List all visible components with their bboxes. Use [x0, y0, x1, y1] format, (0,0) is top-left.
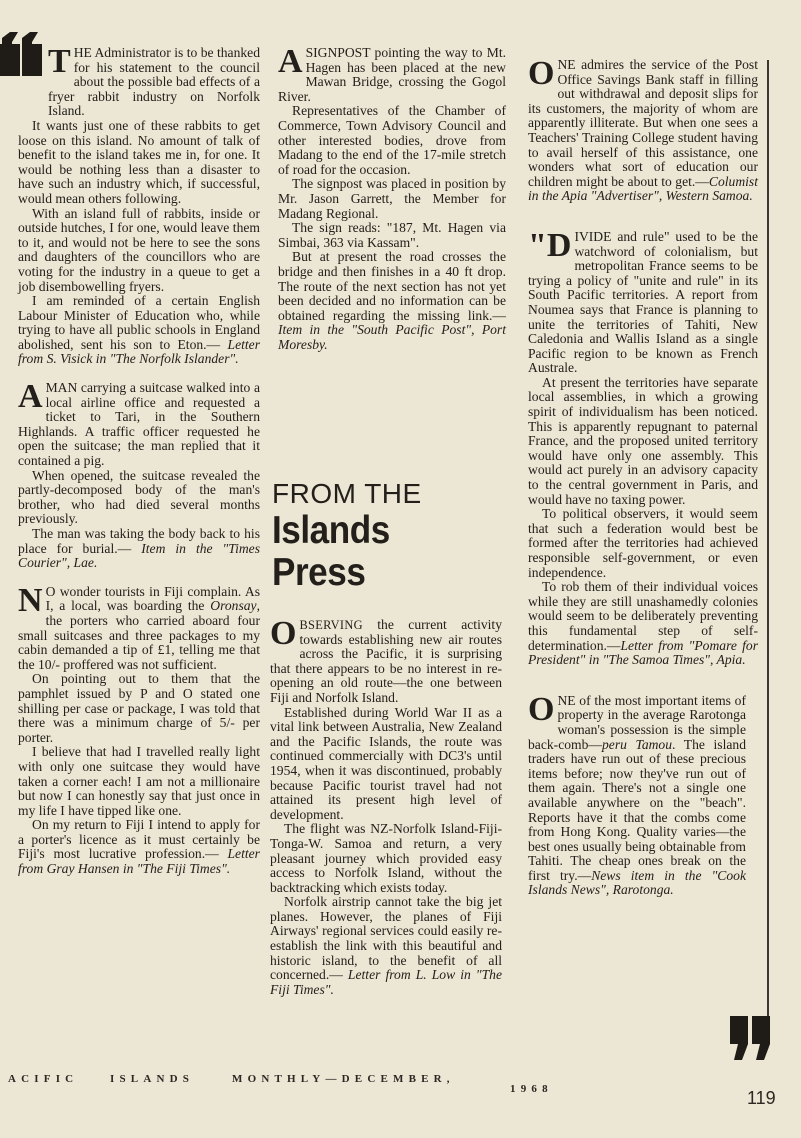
source-citation: Letter from "Pomare for President" in "The Samoa Times", Apia.	[528, 637, 758, 668]
story-lead: O wonder tourists in Fiji complain. As I, a local, was boarding the	[45, 583, 260, 614]
footer-title-part2: ISLANDS	[110, 1073, 195, 1085]
comb-term: peru Tamou	[601, 736, 673, 752]
drop-cap: "D	[528, 226, 572, 264]
section-headline	[272, 478, 512, 594]
source-citation: Item in the "Times Courier", Lae.	[18, 540, 260, 571]
story-text: Norfolk airstrip cannot take the big jet planes. However, the planes of Fiji Airways' regional services could easily re-establish the link with this beautiful and historic island, to the benefit of all concerned.—	[270, 894, 502, 983]
lead-caps: BSERVING	[299, 618, 363, 632]
story-text: But at present the road crosses the bridge and then finishes in a 40 ft drop. The route of the next section has not yet been decided and no information can be obtained regarding the missing link.—	[278, 249, 506, 323]
column-2-lower	[270, 615, 502, 1011]
drop-cap: T	[48, 43, 71, 80]
story-paragraph	[18, 294, 260, 367]
story-rarotonga-comb	[528, 690, 746, 898]
story-paragraph	[18, 818, 260, 876]
footer-year: 1968	[510, 1083, 553, 1095]
story-french-australe	[528, 226, 758, 668]
story-paragraph	[528, 226, 758, 376]
footer-title-part1: ACIFIC	[8, 1073, 79, 1085]
story-paragraph: The signpost was placed in position by Mr. Jason Garrett, the Member for Madang Regional.	[278, 176, 506, 221]
drop-cap: A	[278, 43, 303, 80]
drop-cap: A	[18, 378, 43, 416]
ship-name: Oronsay	[210, 598, 257, 614]
headline-line-1: FROM THE	[272, 478, 422, 509]
story-text: I am reminded of a certain English Labour Minister of Education who, while trying to have all public schools in England abolished, sent his son to Eton.—	[18, 293, 260, 352]
story-suitcase-pig	[18, 378, 260, 571]
story-paragraph	[18, 43, 260, 119]
story-paragraph: To political observers, it would seem that such a federation would best be formed after the territories had achieved responsible self-government, or even independence.	[528, 506, 758, 580]
column-2	[278, 43, 506, 366]
story-rabbits	[18, 43, 260, 367]
story-lead: NE of the most important items of property in the average Rarotonga woman's possession is the simple back-comb—	[528, 692, 746, 752]
story-lead: HE Administrator is to be thanked for his statement to the council about the possible bad effects of a fryer rabbit industry on Norfolk Island.	[48, 45, 260, 119]
story-paragraph: At present the territories have separate local assemblies, in which a growing spirit of individualism has been noticed. This is apparently repugnant to paternal France, and the proposed united territory would have only one assembly. This would act purely in an advisory capacity to the central government in Paris, and would have no taxing power.	[528, 374, 758, 507]
story-text: The man was taking the body back to his place for burial.—	[18, 526, 260, 556]
footer-title-part3: MONTHLY—DECEMBER,	[232, 1073, 455, 1085]
column-rule	[767, 60, 769, 1020]
source-citation: Columist in the Apia "Advertiser", Western Samoa.	[528, 173, 758, 204]
story-text: , the porters who carried aboard four small suitcases and three packages to my cabin demanded a tip of £1, telling me that the 10/- proffered was not sufficient.	[18, 598, 260, 672]
column-1	[18, 43, 260, 891]
story-paragraph: The flight was NZ-Norfolk Island-Fiji-Tonga-W. Samoa and return, a very pleasant journey which provided easy access to Norfolk Island, without the backtracking which exists today.	[270, 821, 502, 895]
page-footer	[0, 1073, 801, 1097]
story-paragraph	[18, 378, 260, 469]
headline-line-2: Islands Press	[272, 509, 390, 594]
story-paragraph: On pointing out to them that the pamphlet issued by P and O stated one shilling per case or package, I was told that there was a minimum charge of 5/- per porter.	[18, 671, 260, 745]
source-citation: Item in the "South Pacific Post", Port Moresby.	[278, 322, 506, 352]
drop-cap: O	[528, 690, 555, 728]
story-paragraph	[528, 690, 746, 898]
drop-cap: O	[270, 615, 297, 652]
story-paragraph: It wants just one of these rabbits to get loose on this island. No amount of talk of benefit to the island takes me in, for one. It would be nothing less than a disaster to have such an industry which, if successful, would mean others following.	[18, 117, 260, 206]
story-paragraph: Representatives of the Chamber of Commerce, Town Advisory Council and other interested bodies, drove from Madang to the end of the 17-mile stretch of road for the occasion.	[278, 103, 506, 177]
page-number: 119	[747, 1088, 776, 1108]
story-lead: the current activity towards establishing new air routes across the Pacific, it is surprising that there appears to be no interest in re-opening an old route—the one between Fiji and Norfolk Island.	[270, 617, 502, 705]
story-fiji-norfolk-route	[270, 615, 502, 997]
story-paragraph	[528, 580, 758, 668]
story-paragraph	[18, 581, 260, 673]
story-paragraph	[278, 250, 506, 352]
story-fiji-porters	[18, 581, 260, 877]
source-citation: News item in the "Cook Islands News", Rarotonga.	[528, 867, 746, 898]
story-lead: MAN carrying a suitcase walked into a local airline office and requested a ticket to Tari, in the Southern Highlands. A traffic officer requested he open the suitcase; the man replied that it contained a pig.	[18, 380, 260, 469]
story-paragraph	[18, 527, 260, 571]
story-lead: SIGNPOST pointing the way to Mt. Hagen has been placed at the new Mawan Bridge, crossing the Gogol River.	[278, 45, 506, 104]
drop-cap: N	[18, 581, 43, 619]
source-citation: Letter from Gray Hansen in "The Fiji Times".	[18, 846, 260, 877]
story-text: To rob them of their individual voices while they are still unashamedly colonies would seem to be deliberately preventing this fundamental step of self-determination.—	[528, 579, 758, 653]
story-signpost	[278, 43, 506, 352]
story-lead: NE admires the service of the Post Office Savings Bank staff in filling out withdrawal and deposit slips for its customers, the majority of whom are apparently illiterate. But when one sees a Teachers' Training College student having to avail herself of this assistance, one wonders what sort of education our children might be about to get.—	[528, 57, 758, 189]
close-quote-icon	[728, 1010, 774, 1064]
story-paragraph: Established during World War II as a vital link between Australia, New Zealand and the Pacific Islands, the route was continued commercially with DC3's until 1954, when it was discontinued, probably because Pacific tourist travel had not attained its present high level of development.	[270, 704, 502, 822]
story-paragraph	[528, 55, 758, 204]
column-3	[528, 55, 758, 912]
story-paragraph	[278, 43, 506, 104]
story-paragraph	[270, 895, 502, 997]
story-paragraph: With an island full of rabbits, inside or outside hutches, I for one, would leave them to it, and would not be here to see the sons and daughters of the councillors who are voting for the industry in a queue to get a job disembowelling fryers.	[18, 205, 260, 294]
story-paragraph	[270, 615, 502, 706]
story-savings-bank	[528, 55, 758, 204]
story-paragraph: When opened, the suitcase revealed the partly-decomposed body of the man's brother, who had died several months previously.	[18, 467, 260, 527]
story-paragraph: I believe that had I travelled really light with only one suitcase they would have taken a corner each! I am not a millionaire but now I can honestly say that just once in my life I have tipped like one.	[18, 744, 260, 818]
story-text: On my return to Fiji I intend to apply for a porter's licence as it must certainly be Fiji's most lucrative profession.—	[18, 817, 260, 862]
story-paragraph: The sign reads: "187, Mt. Hagen via Simbai, 363 via Kassam".	[278, 220, 506, 250]
source-citation: Letter from S. Visick in "The Norfolk Islander".	[18, 336, 260, 367]
source-citation: Letter from L. Low in "The Fiji Times".	[270, 967, 502, 997]
drop-cap: O	[528, 55, 555, 92]
story-lead: IVIDE and rule" used to be the watchword of colonialism, but metropolitan France seems to be trying a policy of "unite and rule" in its South Pacific territories. A report from Noumea says that France is planning to unite the territories of Tahiti, New Caledonia and Wallis Island as a single Pacific region to be known as French Australe.	[528, 228, 758, 376]
story-text: . The island traders have run out of these precious items before; now they've run out of them again. There's not a single one available anywhere on the "beach". Reports have it that the combs come from Hong Kong. Quality varies—the best ones usually being obtainable from Tahiti. The cheap ones break on the first try.—	[528, 736, 746, 883]
